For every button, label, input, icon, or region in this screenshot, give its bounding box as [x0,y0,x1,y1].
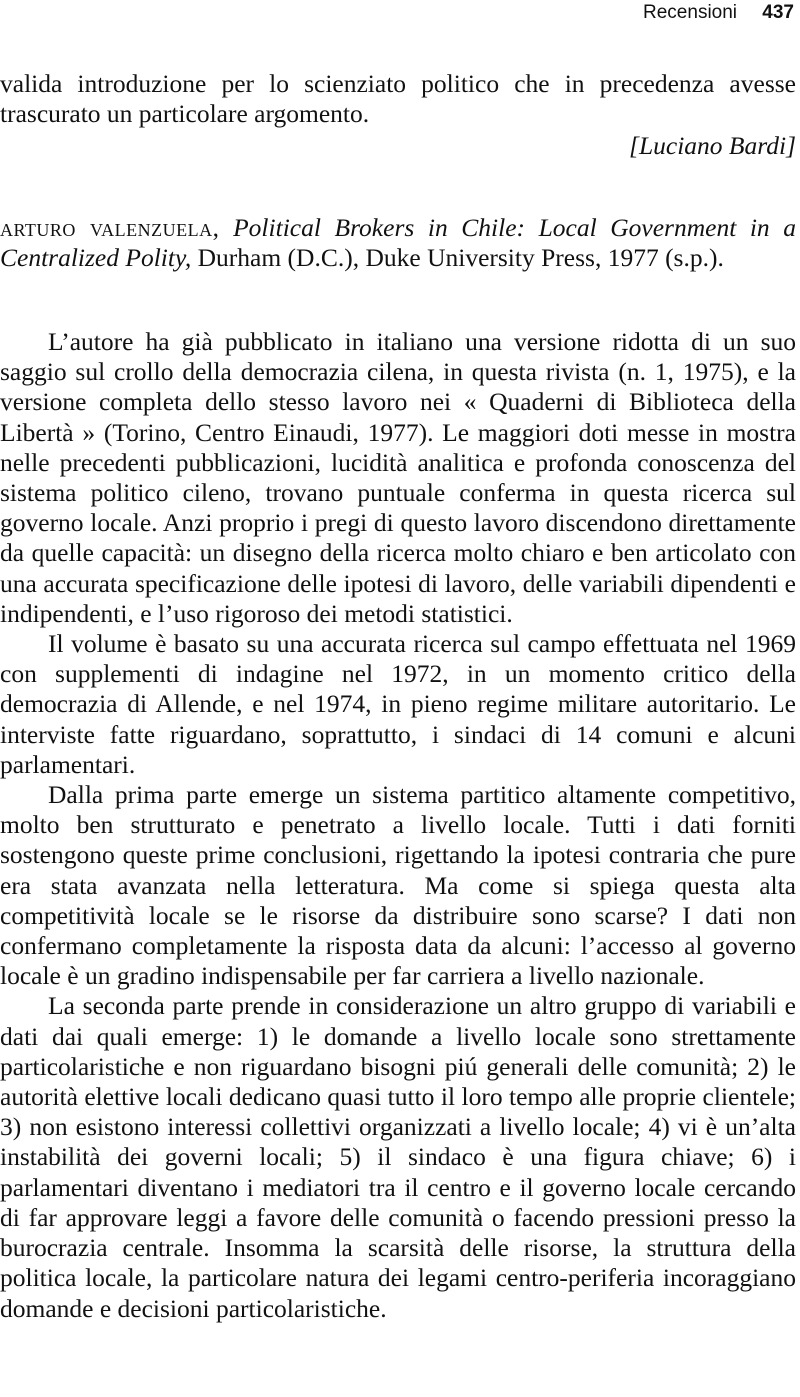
citation-author: arturo valenzuela, [0,213,220,242]
book-citation [0,213,796,273]
body-paragraph: Dalla prima parte emerge un sistema partitico altamente competitivo, molto ben strutturato e penetrato a livello locale. Tutti i dati forniti sostengono queste prime conclusioni, rigettando la ipotesi contraria che pure era stata avanzata nella letteratura. Ma come si spiega questa alta competitività locale se le risorse da distribuire sono scarse? I dati non confermano completamente la risposta data da alcuni: l’accesso al governo locale è un gradino indispensabile per far carriera a livello nazionale. [0,780,796,991]
reviewer-signature [0,131,796,161]
previous-review-text: valida introduzione per lo scienziato politico che in precedenza avesse trascurato un particolare argomento. [0,69,796,129]
review-body [0,327,796,1324]
body-paragraph: Il volume è basato su una accurata ricerca sul campo effettuata nel 1969 con supplementi di indagine nel 1972, in un momento critico della democrazia di Allende, e nel 1974, in pieno regime militare autoritario. Le interviste fatte riguardano, soprattutto, i sindaci di 14 comuni e alcuni parlamentari. [0,629,796,779]
body-paragraph: L’autore ha già pubblicato in italiano una versione ridotta di un suo saggio sul crollo della democrazia cilena, in questa rivista (n. 1, 1975), e la versione completa dello stesso lavoro nei « Quaderni di Biblioteca della Libertà » (Torino, Centro Einaudi, 1977). Le maggiori doti messe in mostra nelle precedenti pubblicazioni, lucidità analitica e profonda conoscenza del sistema politico cileno, trovano puntuale conferma in questa ricerca sul governo locale. Anzi proprio i pregi di questo lavoro discendono direttamente da quelle capacità: un disegno della ricerca molto chiaro e ben articolato con una accurata specificazione delle ipotesi di lavoro, delle variabili dipendenti e indipendenti, e l’uso rigoroso dei metodi statistici. [0,327,796,628]
citation-title: Political Brokers in Chile: Local Government in a Centralized Polity, [0,213,797,273]
section-title: Recensioni [643,2,738,23]
citation-publication: Durham (D.C.), Duke University Press, 1977 (s.p.). [197,243,724,273]
citation-line [0,213,796,273]
previous-review-end [0,69,796,162]
running-head [643,2,794,24]
reviewer-name: [Luciano Bardi] [629,131,796,161]
body-paragraph: La seconda parte prende in considerazione un altro gruppo di variabili e dati dai quali emerge: 1) le domande a livello locale sono strettamente particolaristiche e non riguardano bisogni piú generali delle comunità; 2) le autorità elettive locali dedicano quasi tutto il loro tempo alle proprie clientele; 3) non esistono interessi collettivi organizzati a livello locale; 4) vi è un’alta instabilità dei governi locali; 5) il sindaco è una figura chiave; 6) i parlamentari diventano i mediatori tra il centro e il governo locale cercando di far approvare leggi a favore delle comunità o facendo pressioni presso la burocrazia centrale. Insomma la scarsità delle risorse, la struttura della politica locale, la particolare natura dei legami centro-periferia incoraggiano domande e decisioni particolaristiche. [0,991,796,1323]
page-number: 437 [762,2,794,23]
